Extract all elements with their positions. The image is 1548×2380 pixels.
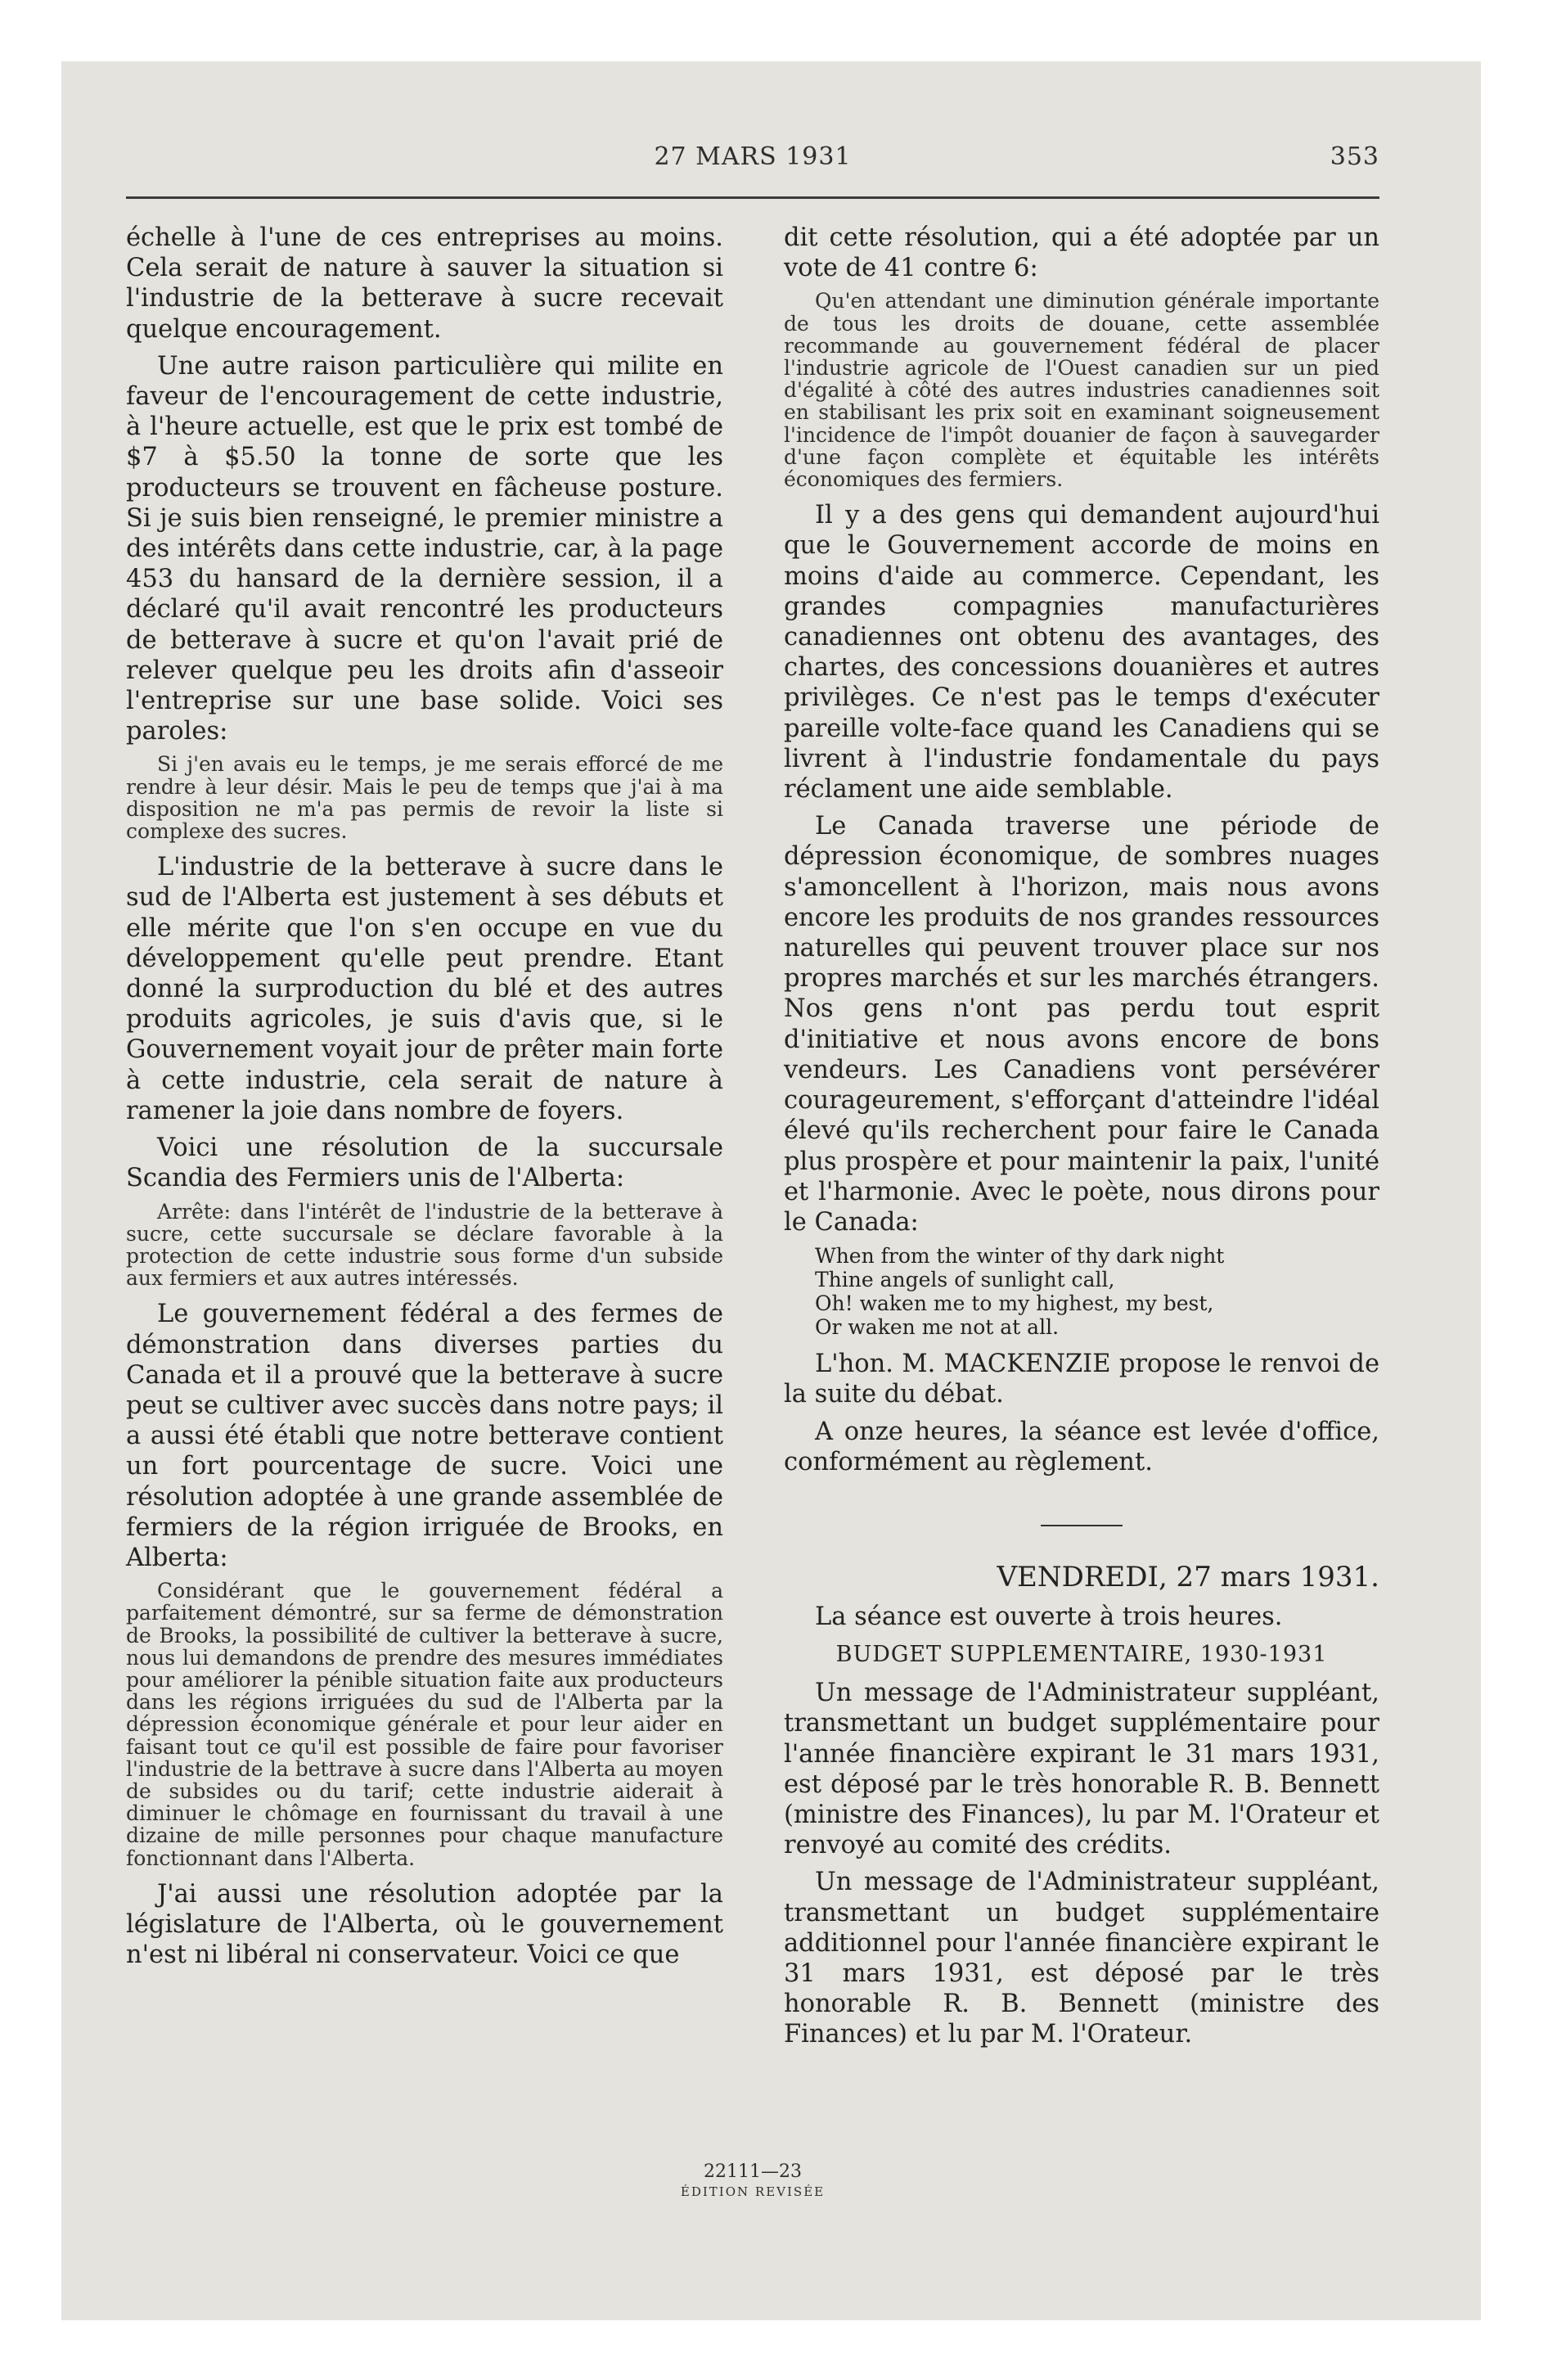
paragraph: La séance est ouverte à trois heures.: [815, 1602, 1283, 1631]
poem-line: Oh! waken me to my highest, my best,: [815, 1291, 1214, 1316]
section-heading: BUDGET SUPPLEMENTAIRE, 1930-1931: [835, 1642, 1328, 1668]
paragraph: L'hon. M. MACKENZIE propose le renvoi de la suite du débat.: [784, 1350, 1379, 1409]
left-column: [126, 223, 723, 1977]
paragraph: J'ai aussi une résolution adoptée par la législature de l'Alberta, où le gouvernement n'est ni libéral ni conservateur. Voici ce que: [126, 1879, 723, 1970]
paragraph: Il y a des gens qui demandent aujourd'hui que le Gouvernement accorde de moins en moins d'aide au commerce. Cependant, les grandes compagnies manufacturières canadiennes ont obtenu des avantages, des chartes, des concessions douanières et autres privilèges. Ce n'est pas le temps d'exécuter pareille volte-face quand les Canadiens qui se livrent à l'industrie fondamentale du pays réclament une aide semblable.: [784, 501, 1379, 805]
paragraph: Voici une résolution de la succursale Scandia des Fermiers unis de l'Alberta:: [126, 1134, 723, 1193]
page-number: 353: [1330, 142, 1379, 171]
page-header: [126, 142, 1379, 175]
right-column: [784, 223, 1379, 2057]
poem-line: Thine angels of sunlight call,: [815, 1268, 1115, 1292]
header-date: 27 MARS 1931: [654, 142, 852, 171]
paragraph: Un message de l'Administrateur suppléant, transmettant un budget supplémentaire additionnel pour l'année financière expirant le 31 mars 1931, est déposé par le très honorable R. B. Bennett (ministre des Finances) et lu par M. l'Orateur.: [784, 1868, 1379, 2049]
poem-line: When from the winter of thy dark night: [815, 1244, 1225, 1269]
block-quote: Qu'en attendant une diminution générale importante de tous les droits de douane, cette assemblée recommande au gouvernement fédéral de placer l'industrie agricole de l'Ouest canadien sur un pied d'égalité à côté des autres industries canadiennes soit en stabilisant les prix soit en examinant soigneusement l'incidence de l'impôt douanier de façon à sauvegarder d'une façon complète et équitable les intérêts économiques des fermiers.: [784, 289, 1379, 492]
paragraph: Un message de l'Administrateur suppléant, transmettant un budget supplémentaire pour l'année financière expirant le 31 mars 1931, est déposé par le très honorable R. B. Bennett (ministre des Finances), lu par M. l'Orateur et renvoyé au comité des crédits.: [784, 1679, 1379, 1860]
day-heading: VENDREDI, 27 mars 1931.: [997, 1560, 1379, 1593]
poem-line: Or waken me not at all.: [815, 1315, 1060, 1340]
paragraph: Le gouvernement fédéral a des fermes de démonstration dans diverses parties du Canada et il a prouvé que la betterave à sucre peut se cultiver avec succès dans notre pays; il a aussi été établi que notre betterave contient un fort pourcentage de sucre. Voici une résolution adoptée à une grande assemblée de fermiers de la région irriguée de Brooks, en Alberta:: [126, 1300, 723, 1572]
section-separator: [1041, 1525, 1123, 1526]
print-code: 22111—23: [704, 2161, 802, 2182]
page-footer: [589, 2161, 916, 2200]
block-quote: Arrête: dans l'intérêt de l'industrie de la betterave à sucre, cette succursale se déclare favorable à la protection de cette industrie sous forme d'un subside aux fermiers et aux autres intéressés.: [126, 1199, 723, 1291]
paragraph: Le Canada traverse une période de dépression économique, de sombres nuages s'amoncellent à l'horizon, mais nous avons encore les produits de nos grandes ressources naturelles qui peuvent trouver place sur nos propres marchés et sur les marchés étrangers. Nos gens n'ont pas perdu tout esprit d'initiative et nous avons encore de bons vendeurs. Les Canadiens vont persévérer courageurement, s'efforçant d'atteindre l'idéal élevé qu'ils recherchent pour faire le Canada plus prospère et pour maintenir la paix, l'unité et l'harmonie. Avec le poète, nous dirons pour le Canada:: [784, 812, 1379, 1237]
block-quote: Considérant que le gouvernement fédéral a parfaitement démontré, sur sa ferme de démonstration de Brooks, la possibilité de cultiver la betterave à sucre, nous lui demandons de prendre des mesures immédiates pour améliorer la pénible situation faite aux producteurs dans les régions irriguées du sud de l'Alberta par la dépression économique générale et pour leur aider en faisant tout ce qu'il est possible de faire pour favoriser l'industrie de la bettrave à sucre dans l'Alberta au moyen de subsides ou du tarif; cette industrie aiderait à diminuer le chômage en fournissant du travail à une dizaine de mille personnes pour chaque manufacture fonctionnant dans l'Alberta.: [126, 1579, 723, 1870]
paragraph: L'industrie de la betterave à sucre dans le sud de l'Alberta est justement à ses débuts et elle mérite que l'on s'en occupe en vue du développement qu'elle peut prendre. Etant donné la surproduction du blé et des autres produits agricoles, je suis d'avis que, si le Gouvernement voyait jour de prêter main forte à cette industrie, cela serait de nature à ramener la joie dans nombre de foyers.: [126, 853, 723, 1125]
block-quote: Si j'en avais eu le temps, je me serais efforcé de me rendre à leur désir. Mais le peu de temps que j'ai à ma disposition ne m'a pas permis de revoir la liste si complexe des sucres.: [126, 752, 723, 844]
edition-note: ÉDITION REVISÉE: [680, 2184, 826, 2199]
paragraph: dit cette résolution, qui a été adoptée par un vote de 41 contre 6:: [784, 223, 1379, 283]
paragraph: Une autre raison particulière qui milite en faveur de l'encouragement de cette industrie, à l'heure actuelle, est que le prix est tombé de $7 à $5.50 la tonne de sorte que les producteurs se trouvent en fâcheuse posture. Si je suis bien renseigné, le premier ministre a des intérêts dans cette industrie, car, à la page 453 du hansard de la dernière session, il a déclaré qu'il avait rencontré les producteurs de betterave à sucre et qu'on l'avait prié de relever quelque peu les droits afin d'asseoir l'entreprise sur une base solide. Voici ses paroles:: [126, 351, 723, 746]
paragraph: échelle à l'une de ces entreprises au moins. Cela serait de nature à sauver la situation si l'industrie de la betterave à sucre recevait quelque encouragement.: [126, 223, 723, 344]
paragraph: A onze heures, la séance est levée d'office, conformément au règlement.: [784, 1417, 1379, 1476]
poem: [784, 1244, 1379, 1339]
header-rule: [126, 196, 1379, 199]
